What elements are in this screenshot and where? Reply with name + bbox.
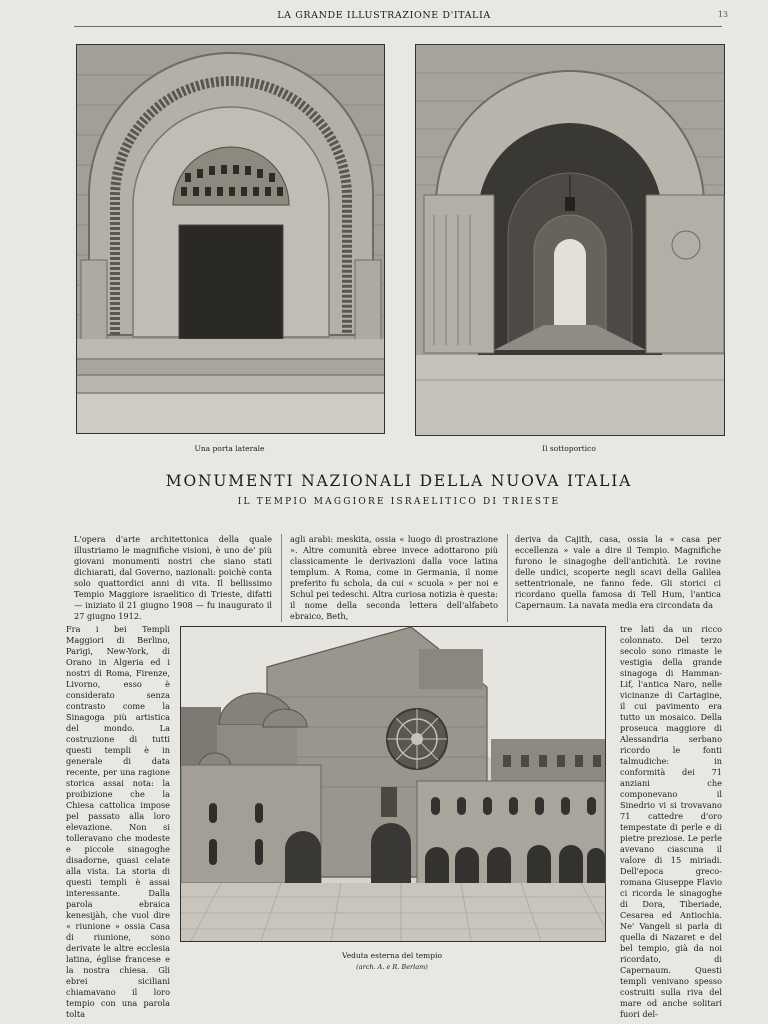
- page-number: 13: [717, 10, 728, 19]
- column-2-top: agli arabi: meskita, ossia « luogo di prostrazione ». Altre comunità ebree invece adottarono più classicamente le derivazioni dalla voce latina templum. A Roma, come in Germania, il nome preferito fu schola, da cui « scuola » per noi e Schul pei tedeschi. Altra curiosa notizia è questa: il nome della seconda lettera dell'alfabeto ebraico, Beth,: [290, 534, 498, 621]
- photo-exterior: [180, 626, 606, 942]
- column-1-top: L'opera d'arte architettonica della quale illustriamo le magnifiche visioni, è uno de' più giovani monumenti nostri che siano stati dichiarati, dal Governo, nazionali: poichè conta solo quattordici anni di vita. Il bellissimo Tempio Maggiore israelitico di Trieste, difatti — iniziato il 21 giugno 1908 — fu inaugurato il 27 giugno 1912.: [74, 534, 272, 621]
- running-header: LA GRANDE ILLUSTRAZIONE D'ITALIA: [277, 10, 491, 21]
- caption-portico: Il sottoportico: [542, 444, 596, 453]
- column-1-side: Fra i bei Templi Maggiori di Berlino, Parigi, New-York, di Orano in Algeria ed i nostri di Roma, Firenze, Livorno, esso è considerato senza contrasto come la Sinagoga più artistica del mondo. La costruzione di tutti questi templi è in generale di data recente, per una ragione storica assai nota: la proibizione che la Chiesa cattolica impose pel passato alla loro elevazione. Non si tolleravano che modeste e piccole sinagoghe disadorne, quasi celate alla vista. La storia di questi templi è assai interessante. Dalla parola ebraica kenesijàh, che vuol dire « riunione » ossia Casa di riunione, sono derivate le altre ecclesia latina, église francese e la nostra chiesa. Gli ebrei siciliani chiamavano il loro tempio con una parola tolta: [66, 624, 170, 1019]
- article-title: MONUMENTI NAZIONALI DELLA NUOVA ITALIA: [165, 472, 633, 490]
- synagogue-exterior-illustration: [181, 627, 605, 941]
- portico-illustration: [416, 45, 724, 435]
- column-rule-1: [281, 534, 282, 622]
- photo-credit: (arch. A. e R. Berlam): [356, 963, 428, 971]
- photo-side-door: [76, 44, 385, 434]
- caption-side-door: Una porta laterale: [194, 444, 265, 453]
- column-3-top: deriva da Cajith, casa, ossia la « casa per eccellenza » vale a dire il Tempio. Magnifiche furono le sinagoghe dell'antichità. Le rovine delle undici, scoperte negli scavi della Galilea settentrionale, ne fanno fede. Gli storici ci ricordano quella famosa di Tell Hum, l'antica Capernaum. La navata media era circondata da: [515, 534, 721, 610]
- column-rule-2: [507, 534, 508, 622]
- column-3-side: tre lati da un ricco colonnato. Del terzo secolo sono rimaste le vestigia della grande sinagoga di Hamman-Lif, l'antica Naro, nelle vicinanze di Cartagine, il cui pavimento era tutto un mosaico. Della proseuca maggiore di Alessandria serbano ricordo le fonti talmudiche: in conformità dei 71 anziani che componevano il Sinedrio vi si trovavano 71 cattedre d'oro tempestate di perle e di pietre preziose. Le perle avevano ciascuna il valore di 15 miriadi. Dell'epoca greco-romana Giuseppe Flavio ci ricorda le sinagoghe di Dora, Tiberiade, Cesarea ed Antiochia. Ne' Vangeli si parla di quella di Nazaret e del bel tempio, già da noi ricordato, di Capernaum. Questi templi venivano spesso costruiti sulla riva del mare od anche solitari fuori del-: [620, 624, 722, 1019]
- caption-exterior: Veduta esterna del tempio: [342, 951, 442, 960]
- header-rule: [74, 26, 722, 27]
- article-subtitle: IL TEMPIO MAGGIORE ISRAELITICO DI TRIESTE: [237, 497, 561, 507]
- photo-portico: [415, 44, 725, 436]
- side-door-illustration: [77, 45, 384, 433]
